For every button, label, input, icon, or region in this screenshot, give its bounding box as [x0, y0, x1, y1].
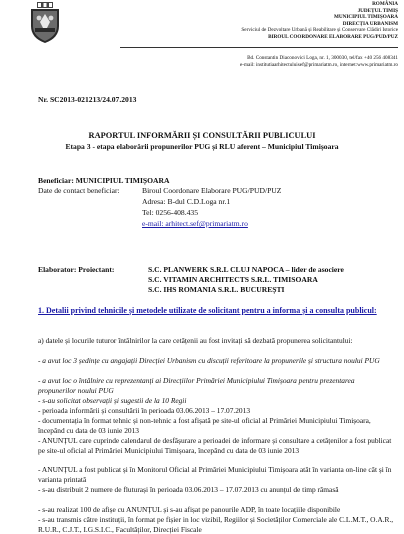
- header-address: Bd. Constantin Diaconovici Loga, nr. 1, 300030, tel/fax +40 256 408341: [247, 55, 398, 61]
- contact-email-link[interactable]: e-mail: arhitect.sef@primariatm.ro: [142, 219, 248, 228]
- paragraph-directorate-meeting: - a avut loc o întâlnire cu reprezentanți ai Direcțiilor Primăriei Municipiului Timișoara pentru prezentarea propunerilor noului PUG: [38, 376, 355, 395]
- paragraph-posters: - s-au realizat 100 de afișe cu ANUNȚUL și s-au afișat pe panourile ADP, în toate locațiile disponibile: [38, 505, 341, 514]
- contact-phone: Tel: 0256-408.435: [142, 208, 198, 217]
- contact-address: Adresa: B-dul C.D.Loga nr.1: [142, 197, 231, 206]
- beneficiar-label: Beneficiar:: [38, 176, 74, 185]
- elaborator-leader: S.C. PLANWERK S.R.L CLUJ NAPOCA – lider de asociere: [148, 265, 344, 274]
- header-divider: [120, 47, 398, 48]
- paragraph-institutions: - s-au transmis către instituții, în format pe fișier in loc vizibil, Regiilor și Societăților Comerciale ale C.L.M.T., O.A.R., R.U.R., C.J.T., I.G.S.I.C., Facultăților, Direcției Fiscale: [38, 515, 394, 534]
- header-county: JUDEȚUL TIMIȘ: [357, 7, 398, 14]
- paragraph-site-publication: - documentația în format tehnic și non-tehnic a fost afișată pe site-ul oficial al Primăriei Municipiului Timișoara, începând cu data de 03 iunie 2013: [38, 416, 371, 435]
- contact-label: Date de contact beneficiar:: [38, 186, 120, 195]
- paragraph-flyers: - s-au distribuit 2 numere de fluturași în perioada 03.06.2013 – 17.07.2013 cu anunțul de timp rămasă: [38, 485, 339, 494]
- header-service: Serviciul de Dezvoltare Urbană și Reabilitare și Conservare Clădiri Istorice: [241, 27, 398, 34]
- section-heading: 1. Detalii privind tehnicile și metodele utilizate de solicitant pentru a informa și a consulta publicul:: [38, 306, 377, 315]
- elaborator-label: Elaborator: Proiectant:: [38, 265, 115, 274]
- document-title: RAPORTUL INFORMĂRII ȘI CONSULTĂRII PUBLICULUI: [88, 131, 316, 140]
- header-municipality: MUNICIPIUL TIMIȘOARA: [333, 14, 398, 21]
- elaborator-partner-1: S.C. VITAMIN ARCHITECTS S.R.L. TIMISOARA: [148, 275, 318, 284]
- beneficiar-row: [38, 176, 170, 185]
- paragraph-period: - perioada informării și consultării în perioada 03.06.2013 – 17.07.2013: [38, 406, 251, 415]
- header-email-web: e-mail: institutiaarhitectuluisef@primariatm.ro, internet:www.primariatm.ro: [239, 61, 398, 68]
- elaborator-partner-2: S.C. IHS ROMANIA S.R.L. BUCUREȘTI: [148, 285, 285, 294]
- header-country: ROMÂNIA: [372, 1, 398, 7]
- document-subtitle: Etapa 3 - etapa elaborării propunerilor PUG și RLU aferent – Municipiul Timișoara: [65, 142, 339, 151]
- paragraph-meetings-intro: a) datele și locurile tuturor întâlnirilor la care cetățenii au fost invitați să dezbată propunerea solicitantului:: [38, 336, 353, 345]
- header-office: BIROUL COORDONARE ELABORARE PUG/PUD/PUZ: [268, 33, 398, 40]
- paragraph-regii-suggestions: - s-au solicitat observații și sugestii de la 10 Regii: [38, 396, 187, 405]
- document-number: Nr. SC2013-021213/24.07.2013: [38, 95, 137, 104]
- timisoara-coat-of-arms-icon: [28, 2, 62, 44]
- institution-header: [98, 1, 398, 41]
- paragraph-monitor: - ANUNȚUL a fost publicat și în Monitorul Oficial al Primăriei Municipiului Timișoara atât în varianta on-line cât și în varianta printată: [38, 465, 392, 484]
- header-directorate: DIRECȚIA URBANISM: [342, 20, 398, 27]
- header-contact: [98, 55, 398, 69]
- paragraph-staff-meetings: - a avut loc 3 ședințe cu angajații Direcției Urbanism cu discuții referitoare la propunerile și structura noului PUG: [38, 356, 380, 365]
- beneficiar-name: MUNICIPIUL TIMIȘOARA: [75, 176, 170, 185]
- contact-office: Biroul Coordonare Elaborare PUG/PUD/PUZ: [142, 186, 282, 195]
- paragraph-announcement: - ANUNȚUL care cuprinde calendarul de desfășurare a perioadei de informare și consultare a cetățenilor a fost publicat pe site-ul oficial al Primăriei Municipiului Timișoara, începând cu data de 03 iunie 2013: [38, 436, 392, 455]
